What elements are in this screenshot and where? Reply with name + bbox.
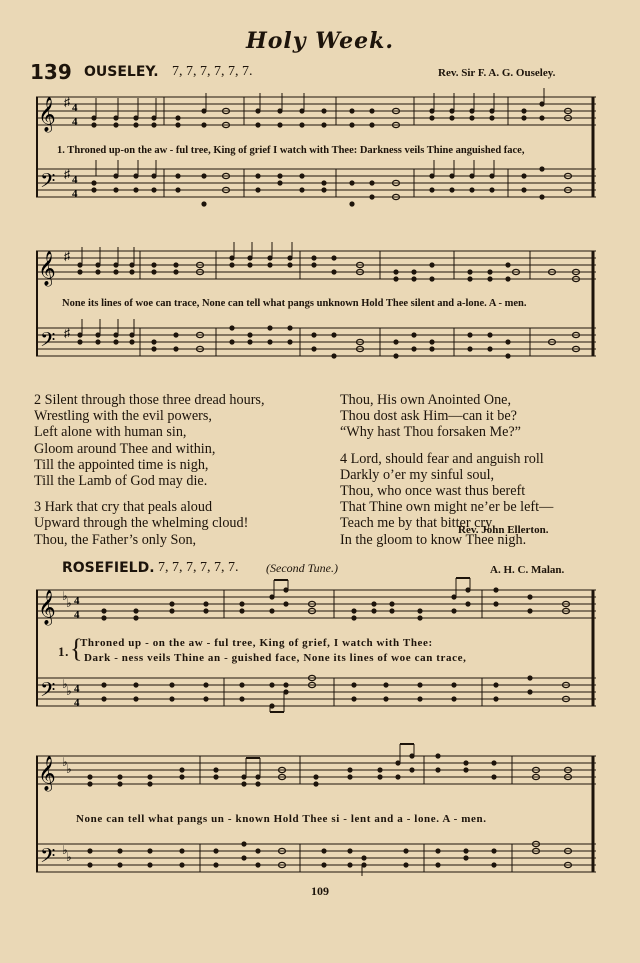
verse-brace: { xyxy=(70,634,83,663)
verse-line: 4 Lord, should fear and anguish roll xyxy=(340,450,544,467)
svg-text:𝄞: 𝄞 xyxy=(38,97,56,132)
verses-left-column xyxy=(34,392,265,548)
second-tune-note: (Second Tune.) xyxy=(266,561,338,575)
lyric-line-2-second-tune: Dark - ness veils Thine an - guished face, None its lines of woe can trace, xyxy=(84,652,467,664)
svg-text:4: 4 xyxy=(72,116,78,128)
verse-line: Teach me by that bitter cry xyxy=(340,515,493,532)
svg-text:4: 4 xyxy=(74,595,80,607)
svg-text:♭: ♭ xyxy=(62,589,68,603)
svg-text:4: 4 xyxy=(74,697,80,709)
lyric-system-4: None can tell what pangs un - known Hold Thee si - lent and a - lone. A - men. xyxy=(76,813,487,825)
composer-credit: Rev. Sir F. A. G. Ouseley. xyxy=(438,67,556,79)
verse-line: In the gloom to know Thee nigh. xyxy=(340,531,527,548)
staff-system-3 xyxy=(36,586,598,716)
svg-text:4: 4 xyxy=(72,102,78,114)
verse-line: 2 Silent through those three dread hours, xyxy=(34,392,265,408)
verse-number-second: 1. xyxy=(58,644,69,659)
svg-text:♭: ♭ xyxy=(66,596,72,610)
tune-name: OUSELEY. xyxy=(84,64,159,80)
svg-text:♯: ♯ xyxy=(64,326,70,340)
svg-text:𝄞: 𝄞 xyxy=(38,251,56,286)
tune-meter: 7, 7, 7, 7, 7, 7. xyxy=(172,64,253,79)
svg-text:𝄢: 𝄢 xyxy=(40,328,56,356)
svg-text:4: 4 xyxy=(74,609,80,621)
verse-3-continued xyxy=(340,392,553,441)
verse-line: Thou dost ask Him—can it be? xyxy=(340,408,517,425)
svg-text:4: 4 xyxy=(72,188,78,200)
tune-name-second: ROSEFIELD. xyxy=(62,560,155,576)
svg-text:♭: ♭ xyxy=(66,684,72,698)
verse-line: Till the Lamb of God may die. xyxy=(34,473,208,490)
svg-text:𝄢: 𝄢 xyxy=(40,678,56,706)
hymn-number: 139 xyxy=(30,60,72,84)
text-attribution: Rev. John Ellerton. xyxy=(458,524,549,536)
svg-text:♯: ♯ xyxy=(64,167,70,181)
page-heading: Holy Week. xyxy=(245,28,395,54)
verse-line: Wrestling with the evil powers, xyxy=(34,408,212,425)
svg-text:♭: ♭ xyxy=(62,843,68,857)
verse-line: Thou, His own Anointed One, xyxy=(340,392,512,408)
verse-3 xyxy=(34,499,265,548)
svg-text:4: 4 xyxy=(72,174,78,186)
svg-text:4: 4 xyxy=(74,683,80,695)
page-number: 109 xyxy=(311,884,329,898)
svg-text:♯: ♯ xyxy=(64,95,70,109)
verse-line: That Thine own might ne’er be left— xyxy=(340,499,554,516)
verse-line: Till the appointed time is nigh, xyxy=(34,456,209,473)
svg-text:𝄞: 𝄞 xyxy=(38,590,56,625)
lyric-line-1-second-tune: Throned up - on the aw - ful tree, King of grief, I watch with Thee: xyxy=(80,637,433,649)
svg-text:♭: ♭ xyxy=(62,677,68,691)
svg-text:𝄢: 𝄢 xyxy=(40,844,56,872)
svg-text:♭: ♭ xyxy=(66,850,72,864)
verse-line: Thou, the Father’s only Son, xyxy=(34,531,197,548)
tune-meter-second: 7, 7, 7, 7, 7, 7. xyxy=(158,560,239,575)
svg-text:♯: ♯ xyxy=(64,249,70,263)
verse-line: Thou, who once wast thus bereft xyxy=(340,483,526,500)
verse-line: “Why hast Thou forsaken Me?” xyxy=(340,424,521,441)
verse-line: Upward through the whelming cloud! xyxy=(34,515,249,532)
svg-text:𝄞: 𝄞 xyxy=(38,756,56,791)
verse-line: Gloom around Thee and within, xyxy=(34,440,216,457)
svg-text:𝄢: 𝄢 xyxy=(40,169,56,197)
verse-line: Left alone with human sin, xyxy=(34,424,187,441)
composer-credit-second: A. H. C. Malan. xyxy=(490,564,565,576)
verse-2 xyxy=(34,392,265,489)
verse-line: 3 Hark that cry that peals aloud xyxy=(34,499,213,516)
verse-line: Darkly o’er my sinful soul, xyxy=(340,466,495,483)
lyric-system-1: 1. Throned up-on the aw - ful tree, King of grief I watch with Thee: Darkness veils Thine anguished face, xyxy=(57,145,525,156)
svg-text:♭: ♭ xyxy=(66,762,72,776)
svg-text:♭: ♭ xyxy=(62,755,68,769)
lyric-system-2: None its lines of woe can trace, None can tell what pangs unknown Hold Thee silent and a-lone. A - men. xyxy=(62,298,527,309)
